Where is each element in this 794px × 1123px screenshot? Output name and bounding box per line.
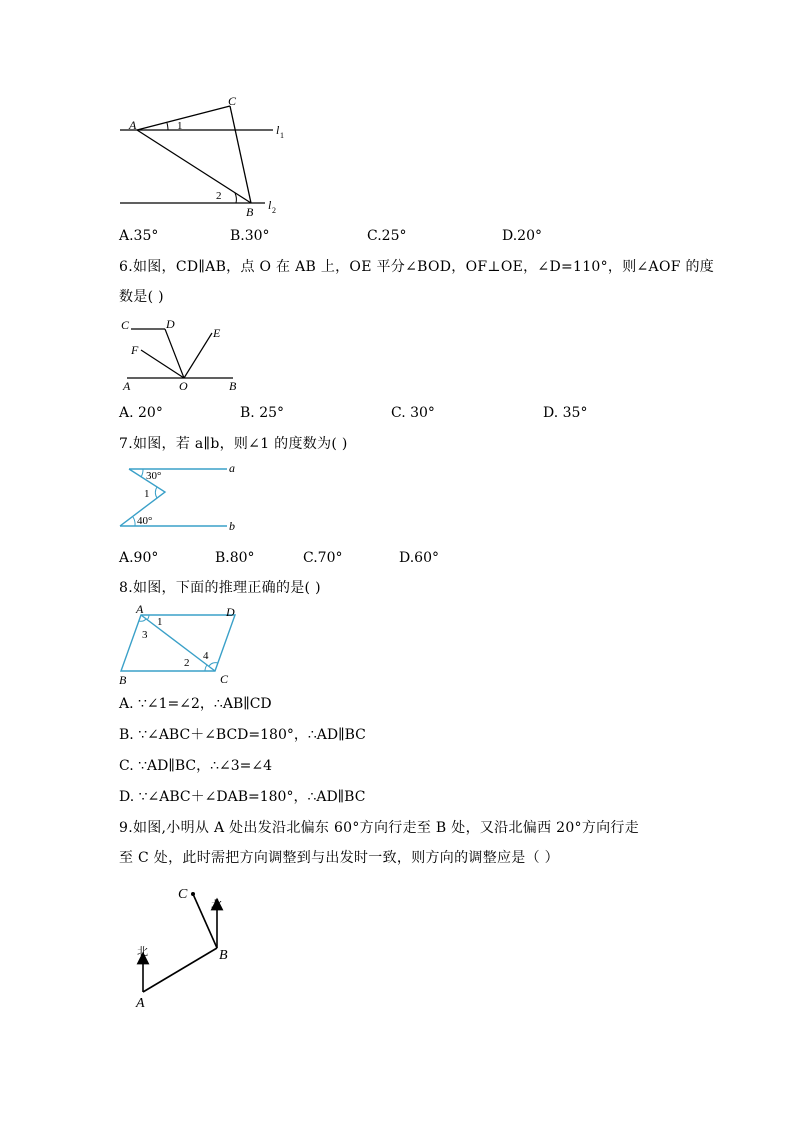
- diagonal-ac: [141, 615, 215, 671]
- ray-od: [165, 329, 184, 378]
- q8-option-a[interactable]: A. ∵∠1=∠2，∴AB∥CD: [119, 696, 272, 712]
- label-a: A: [123, 379, 131, 393]
- label-l1-sub: 1: [280, 131, 284, 140]
- q5-option-b[interactable]: B.30°: [230, 228, 270, 244]
- q7-figure: [115, 460, 245, 535]
- q5-option-c[interactable]: C.25°: [367, 228, 407, 244]
- label-l1: l: [276, 123, 280, 137]
- label-30: 30°: [146, 470, 162, 482]
- label-north-b: 北: [211, 899, 222, 911]
- label-c: C: [178, 887, 188, 902]
- q7-option-c[interactable]: C.70°: [303, 550, 343, 566]
- segment-ab: [137, 130, 251, 203]
- segment-cb: [230, 106, 251, 203]
- q8-option-c[interactable]: C. ∵AD∥BC，∴∠3=∠4: [119, 758, 272, 774]
- q6-option-c[interactable]: C. 30°: [391, 405, 435, 421]
- label-a: a: [229, 461, 235, 475]
- angle-40-arc: [133, 517, 135, 526]
- label-c: C: [228, 94, 237, 108]
- label-n3: 3: [142, 629, 148, 641]
- label-a: A: [136, 603, 144, 616]
- label-a: A: [129, 118, 137, 132]
- segment-ab: [143, 948, 217, 992]
- label-o: O: [179, 379, 188, 393]
- label-40: 40°: [137, 515, 153, 527]
- label-b: B: [219, 948, 228, 963]
- q7-option-a[interactable]: A.90°: [119, 550, 159, 566]
- q8-option-b[interactable]: B. ∵∠ABC＋∠BCD=180°，∴AD∥BC: [119, 727, 366, 743]
- q8-figure: [115, 603, 250, 685]
- label-angle-1: 1: [177, 120, 183, 132]
- angle-1-arc: [155, 487, 157, 498]
- ray-of: [141, 350, 184, 378]
- label-b: B: [229, 379, 237, 393]
- point-c: [191, 892, 195, 896]
- label-b: B: [119, 673, 127, 685]
- ray-oe: [184, 333, 212, 378]
- q7-text: 7.如图，若 a∥b，则∠1 的度数为( ): [119, 436, 348, 452]
- label-n2: 2: [184, 657, 190, 669]
- q9-text-line1: 9.如图,小明从 A 处出发沿北偏东 60°方向行走至 B 处，又沿北偏西 20°方向行走: [119, 820, 640, 836]
- label-b: b: [229, 519, 235, 533]
- label-l2-sub: 2: [272, 206, 276, 215]
- label-n1: 1: [157, 616, 163, 628]
- label-e: E: [213, 326, 221, 340]
- q9-figure: [125, 880, 245, 1015]
- q9-text-line2: 至 C 处，此时需把方向调整到与出发时一致，则方向的调整应是（ ）: [119, 850, 559, 866]
- angle-2-arc: [235, 193, 236, 203]
- q6-text-line2: 数是( ): [119, 289, 164, 305]
- q7-option-b[interactable]: B.80°: [215, 550, 255, 566]
- q8-option-d[interactable]: D. ∵∠ABC＋∠DAB=180°，∴AD∥BC: [119, 789, 366, 805]
- angle-30-arc: [141, 469, 143, 477]
- q8-text: 8.如图，下面的推理正确的是( ): [119, 580, 321, 596]
- label-d: D: [226, 605, 235, 619]
- q6-option-a[interactable]: A. 20°: [119, 405, 163, 421]
- label-angle-2: 2: [216, 190, 222, 202]
- q5-figure: [115, 92, 295, 222]
- label-north-a: 北: [137, 946, 148, 958]
- label-d: D: [166, 317, 175, 331]
- label-l2: l: [268, 198, 272, 212]
- q7-option-d[interactable]: D.60°: [399, 550, 439, 566]
- label-c: C: [121, 318, 130, 332]
- q6-text-line1: 6.如图，CD∥AB，点 O 在 AB 上，OE 平分∠BOD，OF⊥OE，∠D=110°，则∠AOF 的度: [119, 259, 715, 275]
- q6-figure: [115, 314, 245, 394]
- label-angle-1: 1: [144, 488, 150, 500]
- label-n4: 4: [203, 650, 209, 662]
- segment-ac: [137, 106, 230, 130]
- angle-2-arc: [205, 665, 207, 671]
- q5-option-a[interactable]: A.35°: [119, 228, 159, 244]
- q6-option-d[interactable]: D. 35°: [543, 405, 588, 421]
- q6-option-b[interactable]: B. 25°: [240, 405, 285, 421]
- q5-option-d[interactable]: D.20°: [502, 228, 542, 244]
- label-f: F: [131, 343, 139, 357]
- label-b: B: [246, 205, 254, 219]
- angle-1-arc: [147, 615, 149, 620]
- label-c: C: [220, 672, 229, 685]
- angle-1-arc: [167, 123, 168, 130]
- label-a: A: [136, 996, 145, 1011]
